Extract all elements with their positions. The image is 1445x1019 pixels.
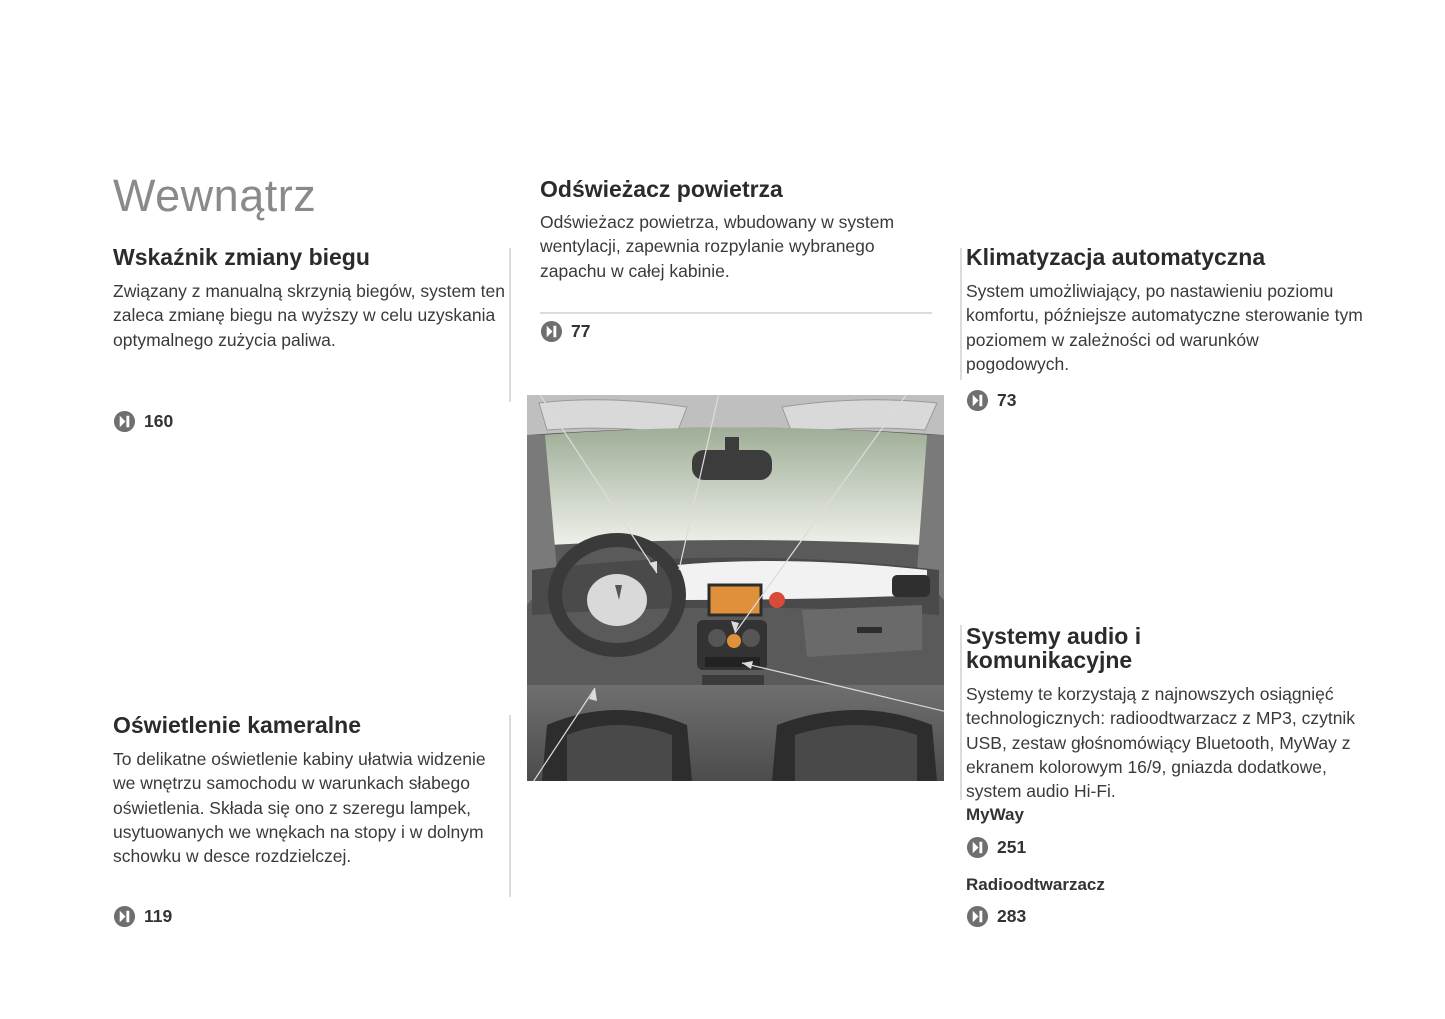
gear-indicator-text: Związany z manualną skrzynią biegów, system ten zaleca zmianę biegu na wyższy w celu uzyskania optymalnego zużycia paliwa.	[113, 281, 505, 350]
climate-page-ref[interactable]	[966, 389, 1016, 412]
radio-page-number: 283	[997, 906, 1027, 926]
page-reference-icon	[966, 836, 989, 859]
freshener-heading: Odświeżacz powietrza	[540, 176, 783, 202]
page-reference-icon	[113, 410, 136, 433]
myway-page-ref[interactable]	[966, 836, 1026, 859]
climate-heading: Klimatyzacja automatyczna	[966, 244, 1266, 270]
page-reference-icon	[966, 389, 989, 412]
gear-indicator-heading: Wskaźnik zmiany biegu	[113, 244, 370, 270]
audio-text: Systemy te korzystają z najnowszych osiągnięć technologicznych: radioodtwarzacz z MP3, czytnik USB, zestaw głośnomówiący Bluetooth, MyWay z ekranem kolorowym 16/9, gniazda dodatkowe, system audio Hi-Fi.	[966, 684, 1356, 802]
lighting-heading: Oświetlenie kameralne	[113, 712, 362, 738]
radio-page-ref[interactable]	[966, 905, 1026, 928]
radio-label: Radioodtwarzacz	[966, 875, 1105, 894]
freshener-text: Odświeżacz powietrza, wbudowany w system wentylacji, zapewnia rozpylanie wybranego zapachu w całej kabinie.	[540, 212, 895, 281]
page-title: Wewnątrz	[113, 170, 317, 221]
page-reference-icon	[540, 320, 563, 343]
audio-heading-line2: komunikacyjne	[966, 647, 1133, 673]
myway-page-number: 251	[997, 837, 1027, 857]
lighting-text: To delikatne oświetlenie kabiny ułatwia widzenie we wnętrzu samochodu w warunkach słabego oświetlenia. Składa się ono z szeregu lampek, usytuowanych we wnękach na stopy i w dolnym schowku w desce rozdzielczej.	[113, 749, 486, 867]
page-reference-icon	[966, 905, 989, 928]
lighting-page-number: 119	[144, 906, 173, 926]
lighting-page-ref[interactable]	[113, 905, 172, 928]
climate-text: System umożliwiający, po nastawieniu poziomu komfortu, późniejsze automatyczne sterowanie tym poziomem w zależności od warunków pogodowych.	[966, 281, 1363, 374]
page-reference-icon	[113, 905, 136, 928]
freshener-page-number: 77	[571, 321, 591, 341]
audio-heading-line1: Systemy audio i	[966, 623, 1142, 649]
freshener-page-ref[interactable]	[540, 320, 590, 343]
gear-page-number: 160	[144, 411, 174, 431]
gear-page-ref[interactable]	[113, 410, 173, 433]
myway-label: MyWay	[966, 805, 1024, 824]
climate-page-number: 73	[997, 390, 1017, 410]
audio-heading	[966, 624, 1141, 672]
car-interior-illustration	[527, 395, 944, 781]
